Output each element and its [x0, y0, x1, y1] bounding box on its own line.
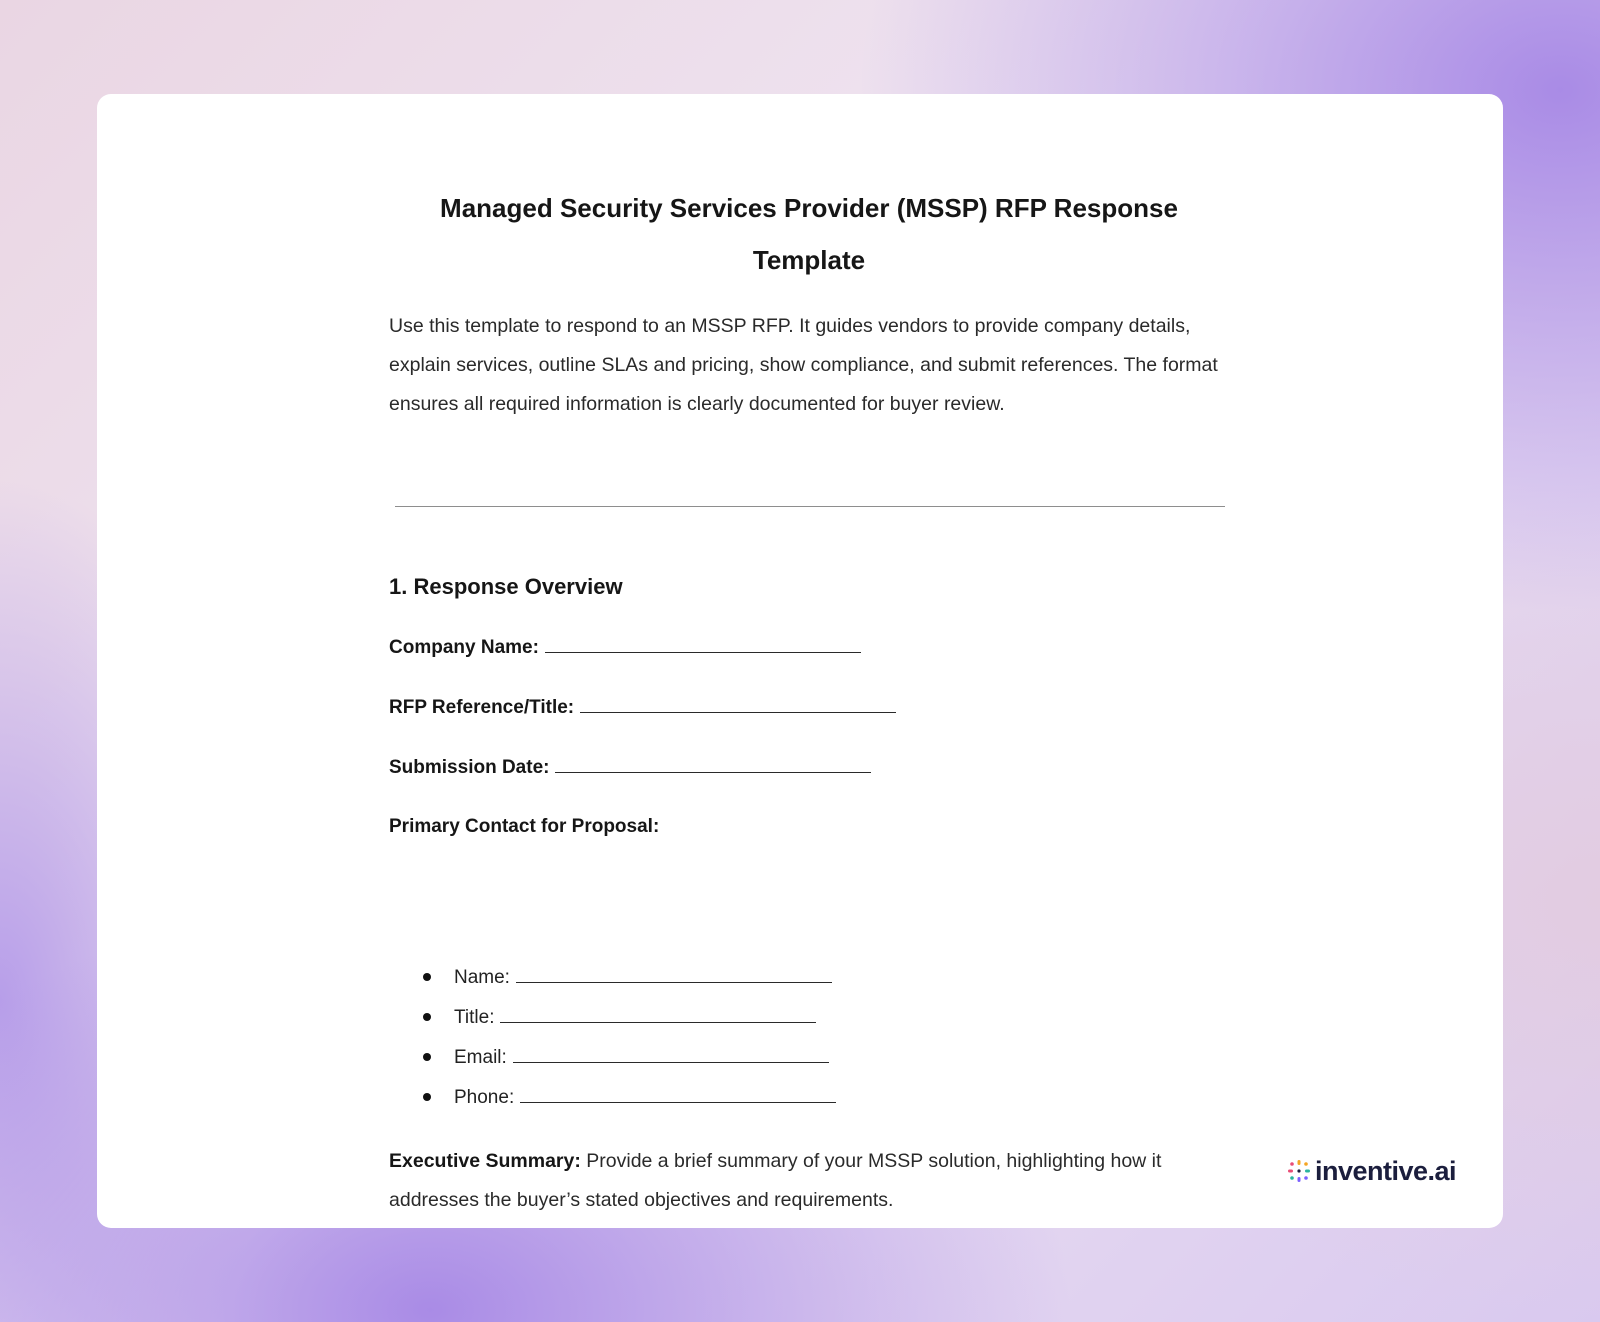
rfp-reference-field	[389, 694, 896, 719]
logo-dot	[1288, 1170, 1293, 1173]
logo-dot	[1297, 1169, 1300, 1172]
executive-summary-label: Executive Summary:	[389, 1150, 581, 1172]
logo-dot	[1298, 1177, 1301, 1182]
intro-paragraph: Use this template to respond to an MSSP RFP. It guides vendors to provide company details, explain services, outline SLAs and pricing, show compliance, and submit references. The format ensures all required information is clearly documented for buyer review.	[389, 315, 1218, 415]
logo-dot	[1304, 1176, 1308, 1180]
contact-item-label: Phone:	[454, 1087, 515, 1108]
bullet-icon	[423, 1013, 431, 1021]
contact-item-label: Title:	[454, 1007, 495, 1028]
executive-summary-text: Provide a brief summary of your MSSP solution, highlighting how it addresses the buyer’s stated objectives and requirements.	[389, 1150, 1162, 1211]
logo-text: inventive.ai	[1315, 1155, 1457, 1186]
primary-contact-label: Primary Contact for Proposal:	[389, 816, 660, 837]
bullet-icon	[423, 1053, 431, 1061]
horizontal-divider	[395, 506, 1225, 507]
logo-dot	[1305, 1170, 1310, 1173]
rfp-reference-blank	[580, 694, 896, 713]
document-card	[97, 94, 1503, 1228]
section-heading-response-overview: 1. Response Overview	[389, 574, 623, 599]
company-name-blank	[545, 634, 861, 653]
logo-dot	[1304, 1162, 1308, 1166]
executive-summary	[389, 1142, 1229, 1220]
contact-email-blank	[513, 1044, 829, 1063]
contact-item-label: Email:	[454, 1047, 507, 1068]
contact-item-email	[421, 1044, 836, 1084]
rfp-reference-label: RFP Reference/Title:	[389, 697, 575, 718]
logo-dot	[1298, 1160, 1301, 1165]
inventive-ai-logo	[1287, 1154, 1456, 1188]
submission-date-label: Submission Date:	[389, 757, 550, 778]
contact-phone-blank	[520, 1084, 836, 1103]
bullet-icon	[423, 973, 431, 981]
logo-dot	[1290, 1162, 1294, 1166]
contact-name-blank	[516, 964, 832, 983]
contact-item-phone	[421, 1084, 836, 1124]
sparkle-logo-icon	[1287, 1159, 1311, 1183]
contact-item-title	[421, 1004, 836, 1044]
contact-item-label: Name:	[454, 967, 510, 988]
document-title: Managed Security Services Provider (MSSP) RFP Response Template	[440, 193, 1178, 275]
primary-contact-list	[421, 964, 836, 1124]
submission-date-field	[389, 754, 871, 779]
submission-date-blank	[555, 754, 871, 773]
company-name-label: Company Name:	[389, 637, 539, 658]
contact-title-blank	[500, 1004, 816, 1023]
bullet-icon	[423, 1093, 431, 1101]
company-name-field	[389, 634, 861, 659]
contact-item-name	[421, 964, 836, 1004]
logo-dot	[1290, 1176, 1294, 1180]
